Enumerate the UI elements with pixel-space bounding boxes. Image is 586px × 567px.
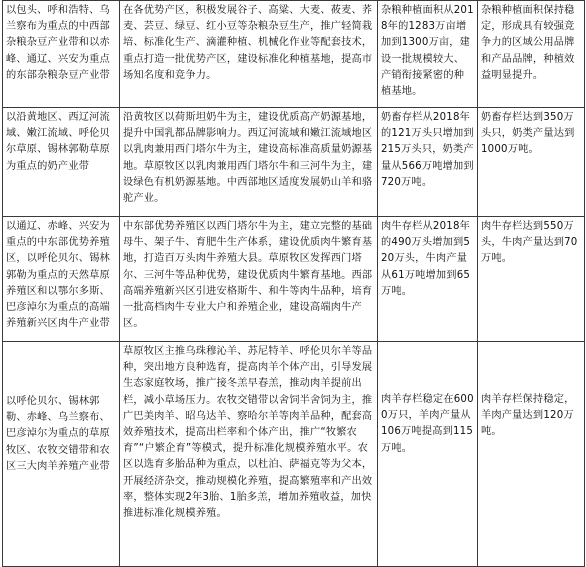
target-2025-cell: 奶畜存栏从2018年的121万头只增加到215万头只，奶类产量从566万吨增加到720万吨。: [378, 108, 478, 217]
region-cell: 以呼伦贝尔、锡林郭勒、赤峰、乌兰察布、巴彦淖尔为重点的草原牧区、农牧交错带和农区三大肉羊养殖产业带: [3, 342, 120, 567]
layout-cell: 中东部优势养殖区以西门塔尔牛为主，建立完整的基础母牛、架子牛、育肥牛生产体系，建设优质肉牛繁育基地，打造百万头肉牛养殖大县。草原牧区发挥西门塔尔、三河牛等品种优势，建设优质肉牛繁育基地。西部高端养殖新兴区引进安格斯牛、和牛等肉牛品种，培育一批高档肉牛专业大户和养殖企业，建设高端肉牛产区。: [120, 217, 378, 342]
target-2025-cell: 肉羊存栏稳定在6000万只，羊肉产量从106万吨提高到115万吨。: [378, 342, 478, 567]
table-row: [3, 1, 585, 108]
target-2030-cell: 奶畜存栏达到350万头只，奶类产量达到1000万吨。: [478, 108, 585, 217]
table-row: [3, 217, 585, 342]
target-2030-cell: 肉牛存栏达到550万头，牛肉产量达到70万吨。: [478, 217, 585, 342]
region-cell: 以沿黄地区、西辽河流域、嫩江流域、呼伦贝尔草原、锡林郭勒草原为重点的奶产业带: [3, 108, 120, 217]
table-row: [3, 108, 585, 217]
layout-cell: 沿黄牧区以荷斯坦奶牛为主，建设优质高产奶源基地，提升中国乳都品牌影响力。西辽河流域和嫩江流域地区以乳肉兼用西门塔尔牛为主，建设高标准高质量奶源基地。草原牧区以乳肉兼用西门塔尔牛和三河牛为主，建设绿色有机奶源基地。中西部地区适度发展奶山羊和骆驼产业。: [120, 108, 378, 217]
region-cell: 以包头、呼和浩特、乌兰察布为重点的中西部杂粮杂豆产业带和以赤峰、通辽、兴安为重点的东部杂粮杂豆产业带: [3, 1, 120, 108]
industry-layout-table: [2, 0, 585, 567]
layout-cell: 在各优势产区，积极发展谷子、高粱、大麦、莜麦、荞麦、芸豆、绿豆、红小豆等杂粮杂豆生产，推广轻简栽培、标准化生产、滴灌种植、机械化作业等配套技术，重点打造一批优势产区，建设标准化种植基地，提高市场知名度和竞争力。: [120, 1, 378, 108]
target-2030-cell: 肉羊存栏保持稳定，羊肉产量达到120万吨。: [478, 342, 585, 567]
target-2025-cell: 杂粮种植面积从2018年的1283万亩增加到1300万亩，建设一批规模较大、产销衔接紧密的种植基地。: [378, 1, 478, 108]
table-row: [3, 342, 585, 567]
region-cell: 以通辽、赤峰、兴安为重点的中东部优势养殖区，以呼伦贝尔、锡林郭勒为重点的天然草原养殖区和以鄂尔多斯、巴彦淖尔为重点的高端养殖新兴区肉牛产业带: [3, 217, 120, 342]
layout-cell: 草原牧区主推乌珠穆沁羊、苏尼特羊、呼伦贝尔羊等品种，突出地方良种选育，提高肉羊个体产出，引导发展生态家庭牧场，推广接冬羔早春羔，推动肉羊提前出栏，减小草场压力。农牧交错带以舍饲半舍饲为主，推广巴美肉羊、昭乌达羊、察哈尔羊等肉羊品种，配套高效养殖技术，提高出栏率和个体产出，推广“牧繁农育”“户繁企育”等模式，提升标准化规模养殖水平。农区以选育多胎品种为重点，以杜泊、萨福克等为父本，开展经济杂交，推动规模化养殖，提高繁殖率和产出效率，整体实现2年3胎、1胎多羔，增加养殖收益，加快推进标准化规模养殖。: [120, 342, 378, 567]
target-2025-cell: 肉牛存栏从2018年的490万头增加到520万头，牛肉产量从61万吨增加到65万吨。: [378, 217, 478, 342]
target-2030-cell: 杂粮种植面积保持稳定，形成具有较强竞争力的区域公用品牌和产品品牌，种植效益明显提升。: [478, 1, 585, 108]
